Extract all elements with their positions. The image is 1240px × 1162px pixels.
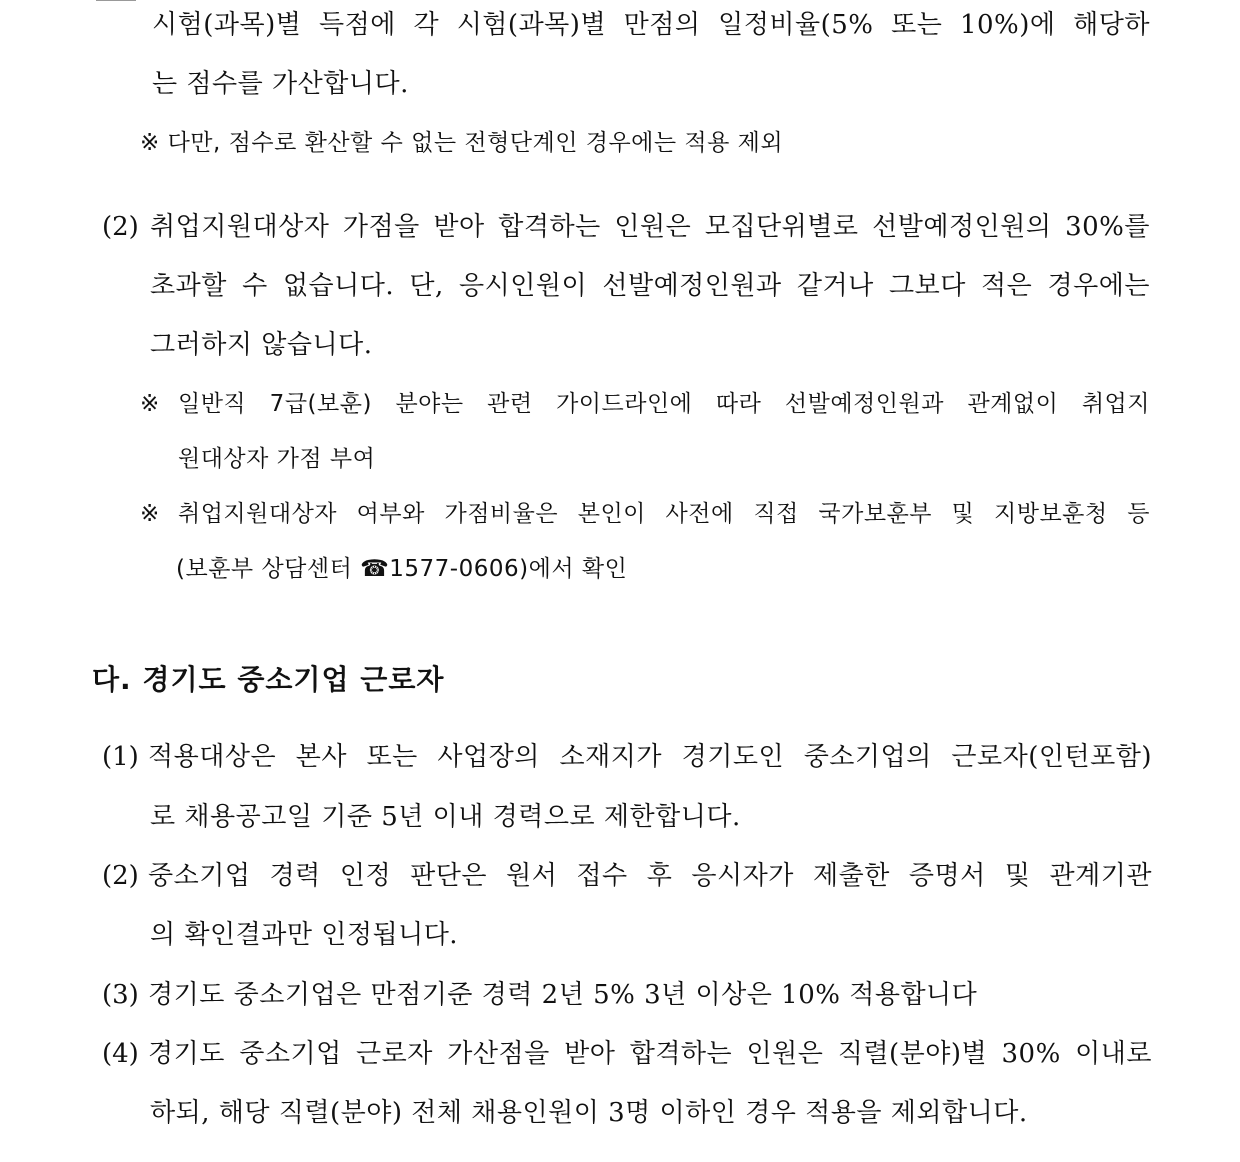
item-number: (2) [102,861,139,891]
paragraph-line: 초과할 수 없습니다. 단, 응시인원이 선발예정인원과 같거나 그보다 적은 경우에는 [150,271,1150,301]
paragraph-line: 적용대상은 본사 또는 사업장의 소재지가 경기도인 중소기업의 근로자(인턴포함) [148,742,1152,772]
note-mark: ※ [140,501,160,527]
paragraph-line: 경기도 중소기업은 만점기준 경력 2년 5% 3년 이상은 10% 적용합니다 [148,980,978,1010]
item-number: (2) [102,212,139,242]
paragraph-line: 하되, 해당 직렬(분야) 전체 채용인원이 3명 이하인 경우 적용을 제외합니다. [150,1098,1028,1128]
note-text: (보훈부 상담센터 ☎1577-0606)에서 확인 [176,556,628,582]
item-number: (1) [102,742,139,772]
page-edge-mark [96,0,136,4]
note-text: 원대상자 가점 부여 [178,446,376,472]
paragraph-line: 는 점수를 가산합니다. [152,69,409,99]
paragraph-line: 로 채용공고일 기준 5년 이내 경력으로 제한합니다. [150,802,741,832]
paragraph-line: 의 확인결과만 인정됩니다. [150,920,459,950]
paragraph-line: 시험(과목)별 득점에 각 시험(과목)별 만점의 일정비율(5% 또는 10%)에 해당하 [152,10,1150,40]
paragraph-line: 중소기업 경력 인정 판단은 원서 접수 후 응시자가 제출한 증명서 및 관계기관 [148,861,1152,891]
item-number: (4) [102,1039,139,1069]
note-mark: ※ [140,391,160,417]
note-text: ※ 다만, 점수로 환산할 수 없는 전형단계인 경우에는 적용 제외 [140,130,784,156]
note-text: 일반직 7급(보훈) 분야는 관련 가이드라인에 따라 선발예정인원과 관계없이 취업지 [178,391,1150,417]
paragraph-line: 그러하지 않습니다. [150,330,373,360]
item-number: (3) [102,980,139,1010]
paragraph-line: 취업지원대상자 가점을 받아 합격하는 인원은 모집단위별로 선발예정인원의 30%를 [150,212,1150,242]
section-heading: 다. 경기도 중소기업 근로자 [92,663,445,696]
paragraph-line: 경기도 중소기업 근로자 가산점을 받아 합격하는 인원은 직렬(분야)별 30% 이내로 [148,1039,1152,1069]
note-text: 취업지원대상자 여부와 가점비율은 본인이 사전에 직접 국가보훈부 및 지방보훈청 등 [178,501,1150,527]
